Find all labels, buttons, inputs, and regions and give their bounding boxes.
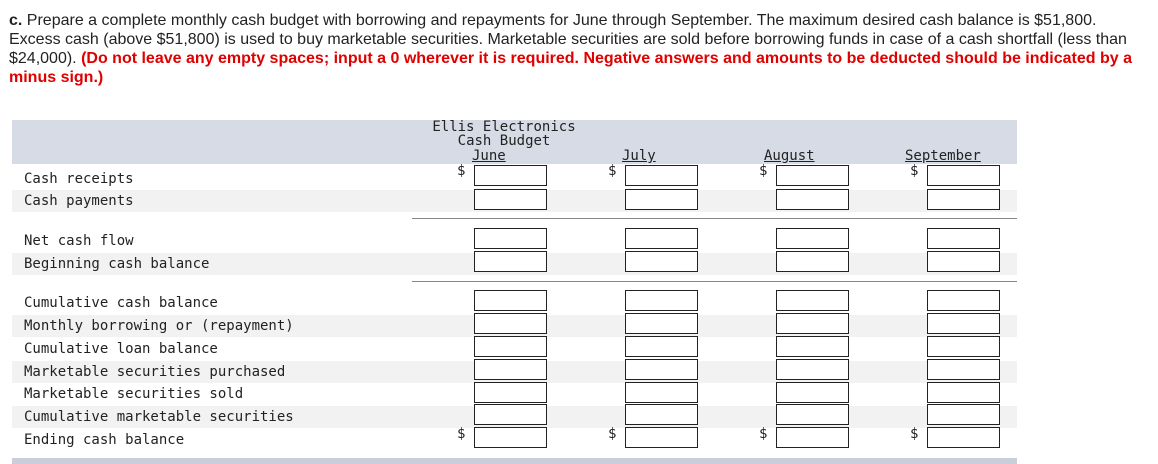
table-title-block [414,120,594,148]
cumulative-cash-balance-august-input[interactable] [776,290,849,311]
table-footer-bar [12,458,1017,464]
column-header-june: June [472,148,506,164]
row-label-securities-purchased: Marketable securities purchased [24,364,286,380]
cumulative-cash-balance-september-input[interactable] [927,290,1000,311]
monthly-borrowing-june-input[interactable] [474,313,547,334]
securities-purchased-july-input[interactable] [625,359,698,380]
cash-receipts-july-input[interactable] [625,165,698,186]
securities-sold-june-input[interactable] [474,382,547,403]
dollar-sign: $ [759,163,768,179]
beginning-cash-balance-july-input[interactable] [625,251,698,272]
dollar-sign: $ [608,426,617,442]
column-header-july: July [622,148,656,164]
net-cash-flow-july-input[interactable] [625,228,698,249]
net-cash-flow-june-input[interactable] [474,228,547,249]
monthly-borrowing-july-input[interactable] [625,313,698,334]
cumulative-cash-balance-july-input[interactable] [625,290,698,311]
monthly-borrowing-september-input[interactable] [927,313,1000,334]
row-label-beginning-cash-balance: Beginning cash balance [24,256,210,272]
cash-payments-june-input[interactable] [474,189,547,210]
company-name: Ellis Electronics [432,119,576,135]
securities-purchased-august-input[interactable] [776,359,849,380]
beginning-cash-balance-september-input[interactable] [927,251,1000,272]
instruction-warning: (Do not leave any empty spaces; input a 0 wherever it is required. Negative answers and amounts to be deducted should be indicated by a minus sign.) [9,50,1132,86]
beginning-cash-balance-june-input[interactable] [474,251,547,272]
ending-cash-balance-august-input[interactable] [776,427,849,448]
section-divider [412,218,1017,219]
row-label-cumulative-securities: Cumulative marketable securities [24,409,294,425]
securities-sold-july-input[interactable] [625,382,698,403]
row-label-ending-cash-balance: Ending cash balance [24,432,185,448]
cash-payments-august-input[interactable] [776,189,849,210]
row-label-cash-receipts: Cash receipts [24,171,134,187]
cumulative-loan-balance-july-input[interactable] [625,336,698,357]
dollar-sign: $ [910,426,919,442]
securities-purchased-september-input[interactable] [927,359,1000,380]
dollar-sign: $ [457,426,466,442]
ending-cash-balance-june-input[interactable] [474,427,547,448]
monthly-borrowing-august-input[interactable] [776,313,849,334]
dollar-sign: $ [608,163,617,179]
cash-payments-september-input[interactable] [927,189,1000,210]
cash-receipts-august-input[interactable] [776,165,849,186]
securities-sold-august-input[interactable] [776,382,849,403]
cash-receipts-june-input[interactable] [474,165,547,186]
dollar-sign: $ [759,426,768,442]
cash-payments-july-input[interactable] [625,189,698,210]
column-header-september: September [905,148,981,164]
dollar-sign: $ [457,163,466,179]
row-label-securities-sold: Marketable securities sold [24,386,244,402]
cumulative-securities-september-input[interactable] [927,404,1000,425]
ending-cash-balance-july-input[interactable] [625,427,698,448]
instruction-text: Prepare a complete monthly cash budget with borrowing and repayments for June through September. The maximum desired cash balance is $51,800. Excess cash (above $51,800) is used to buy marketable securities. Marketable securities are sold before borrowing funds in case of a cash shortfall (less than $24,000). [9,12,1127,67]
instructions [9,11,1149,87]
cumulative-loan-balance-september-input[interactable] [927,336,1000,357]
cumulative-securities-july-input[interactable] [625,404,698,425]
beginning-cash-balance-august-input[interactable] [776,251,849,272]
cumulative-securities-august-input[interactable] [776,404,849,425]
row-label-net-cash-flow: Net cash flow [24,233,134,249]
ending-cash-balance-september-input[interactable] [927,427,1000,448]
cumulative-loan-balance-june-input[interactable] [474,336,547,357]
cumulative-cash-balance-june-input[interactable] [474,290,547,311]
column-header-august: August [764,148,815,164]
cumulative-loan-balance-august-input[interactable] [776,336,849,357]
row-label-cumulative-cash-balance: Cumulative cash balance [24,295,218,311]
row-label-monthly-borrowing: Monthly borrowing or (repayment) [24,318,294,334]
part-label: c. [9,12,23,29]
dollar-sign: $ [910,163,919,179]
cumulative-securities-june-input[interactable] [474,404,547,425]
securities-purchased-june-input[interactable] [474,359,547,380]
row-label-cumulative-loan-balance: Cumulative loan balance [24,341,218,357]
row-label-cash-payments: Cash payments [24,193,134,209]
cash-receipts-september-input[interactable] [927,165,1000,186]
net-cash-flow-august-input[interactable] [776,228,849,249]
securities-sold-september-input[interactable] [927,382,1000,403]
section-divider [412,281,1017,282]
budget-title: Cash Budget [457,133,551,149]
net-cash-flow-september-input[interactable] [927,228,1000,249]
